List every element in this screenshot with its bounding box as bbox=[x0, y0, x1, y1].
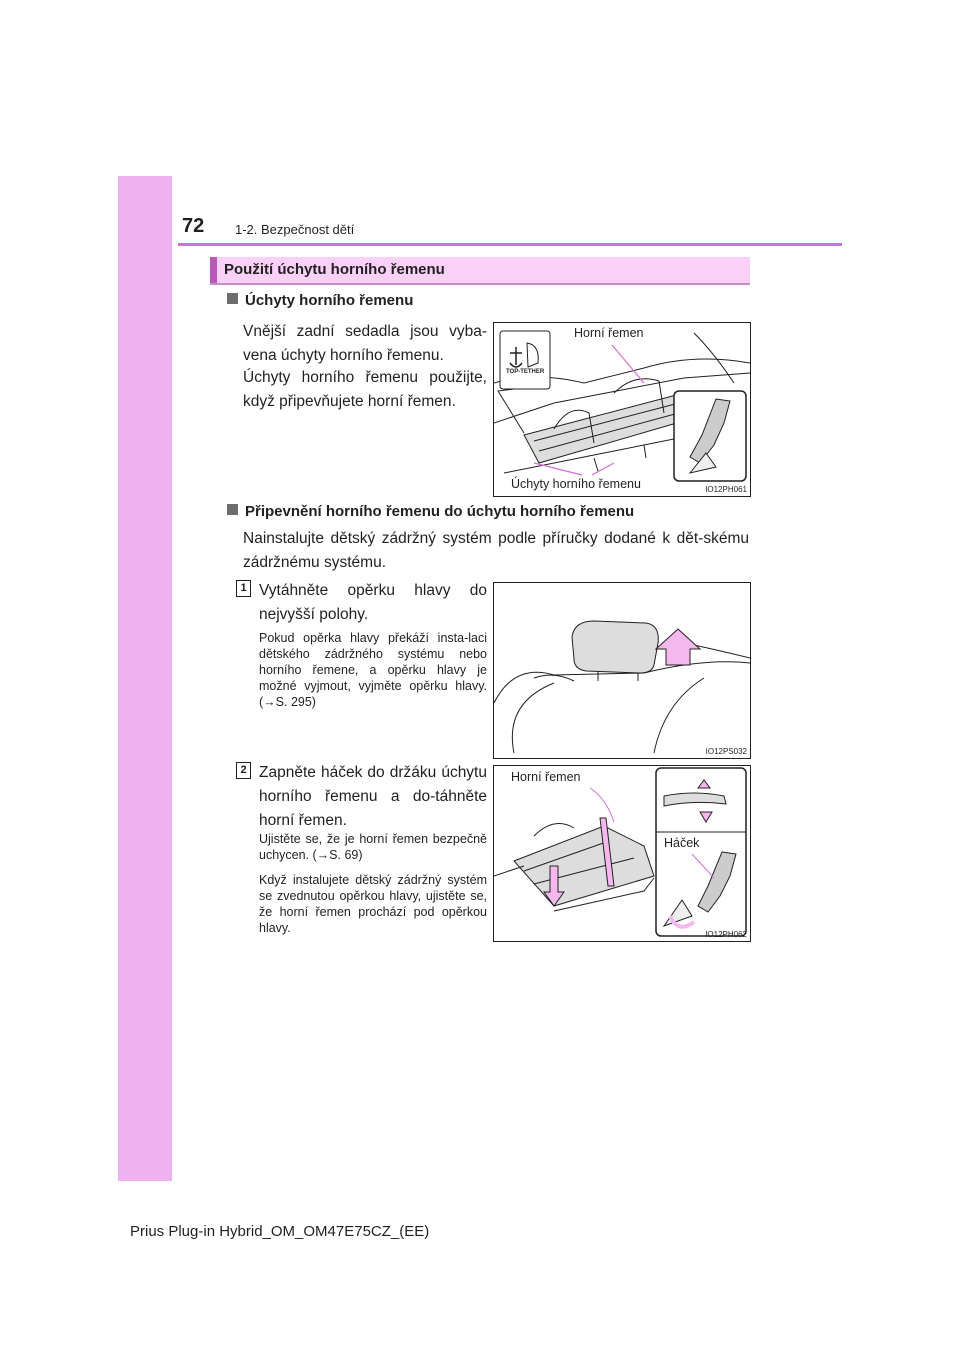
label-top-strap: Horní řemen bbox=[511, 770, 581, 784]
anchors-paragraph-1: Vnější zadní sedadla jsou vyba-vena úchyty horního řemenu. bbox=[243, 323, 487, 364]
page-footer: Prius Plug-in Hybrid_OM_OM47E75CZ_(EE) bbox=[130, 1223, 430, 1240]
label-hook: Háček bbox=[664, 836, 700, 850]
figure-code: IO12PH062 bbox=[705, 930, 747, 939]
section-title-band bbox=[210, 257, 750, 285]
figure-attach-hook bbox=[493, 765, 751, 942]
figure-top-tether-anchors bbox=[493, 322, 751, 497]
page-number: 72 bbox=[182, 215, 205, 237]
step-1-number: 1 bbox=[236, 580, 251, 597]
step-2-text: Zapněte háček do držáku úchytu horního řemenu a do-táhněte horní řemen. bbox=[259, 764, 487, 829]
section-title: Použití úchytu horního řemenu bbox=[224, 261, 445, 278]
section-band-marker bbox=[210, 257, 217, 283]
anchors-heading bbox=[227, 292, 413, 309]
step-2-number: 2 bbox=[236, 762, 251, 779]
seat-anchor-illustration bbox=[494, 323, 750, 496]
label-top-strap: Horní řemen bbox=[574, 326, 644, 340]
label-tether-anchors: Úchyty horního řemenu bbox=[511, 477, 641, 491]
header-rule bbox=[178, 243, 842, 246]
attach-paragraph: Nainstalujte dětský zádržný systém podle příručky dodané k dět-skému zádržnému systému. bbox=[243, 530, 749, 571]
anchors-paragraph-2: Úchyty horního řemenu použijte, když připevňujete horní řemen. bbox=[243, 369, 487, 410]
anchors-heading-text: Úchyty horního řemenu bbox=[245, 292, 414, 309]
step-2-note-1: Ujistěte se, že je horní řemen bezpečně uchycen. (→S. 69) bbox=[259, 832, 487, 862]
headrest-illustration bbox=[494, 583, 750, 758]
step-1-text: Vytáhněte opěrku hlavy do nejvyšší polohy. bbox=[259, 582, 487, 623]
chapter-side-tab bbox=[118, 176, 172, 1181]
chapter-title: 1-2. Bezpečnost dětí bbox=[235, 222, 355, 237]
square-bullet-icon bbox=[227, 293, 238, 304]
top-tether-badge: TOP-TETHER bbox=[506, 369, 545, 375]
hook-attach-illustration bbox=[494, 766, 750, 941]
attach-heading-text: Připevnění horního řemenu do úchytu horního řemenu bbox=[245, 503, 635, 520]
figure-code: IO12PS032 bbox=[705, 747, 747, 756]
square-bullet-icon bbox=[227, 504, 238, 515]
figure-raise-headrest bbox=[493, 582, 751, 759]
attach-heading bbox=[227, 503, 634, 520]
step-2-note-2: Když instalujete dětský zádržný systém se zvednutou opěrkou hlavy, ujistěte se, že horní řemen prochází pod opěrkou hlavy. bbox=[259, 873, 487, 935]
figure-code: IO12PH061 bbox=[705, 485, 747, 494]
step-1-note: Pokud opěrka hlavy překáží insta-laci dětského zádržného systému nebo horního řemene, a opěrku hlavy je možné vyjmout, vyjměte opěrku hlavy. (→S. 295) bbox=[259, 631, 487, 709]
